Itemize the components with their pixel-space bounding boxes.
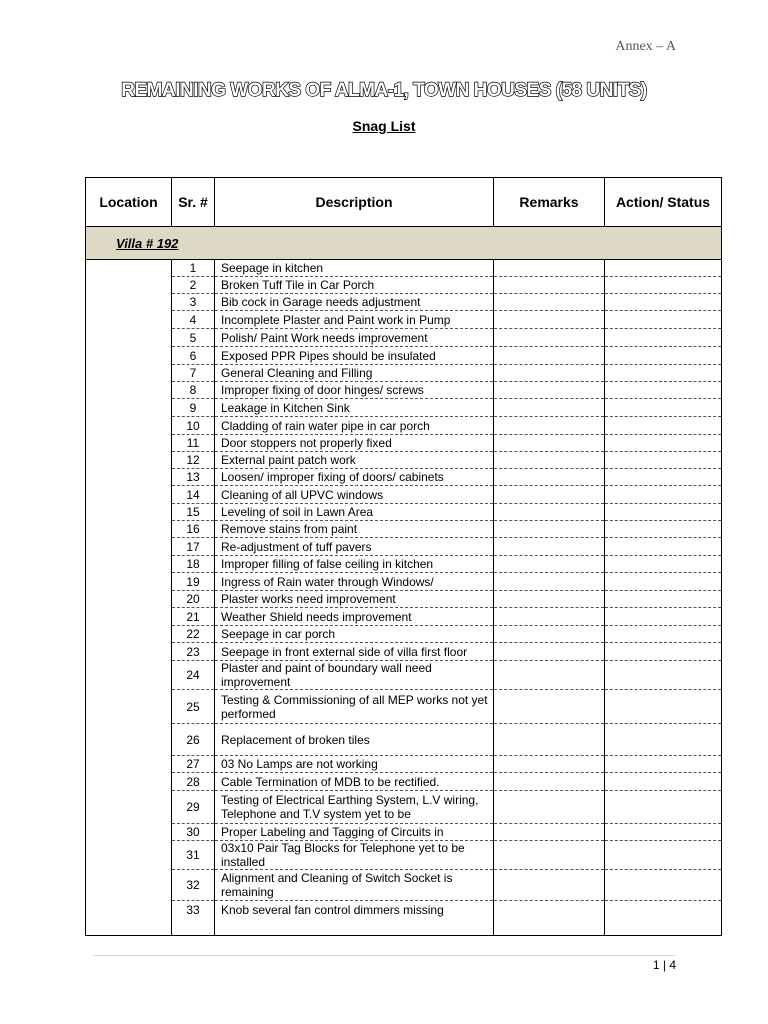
- remarks-cell: [494, 347, 605, 365]
- remarks-cell: [494, 399, 605, 417]
- description-text: Incomplete Plaster and Paint work in Pump: [221, 312, 451, 327]
- sr-cell: 20: [172, 591, 215, 608]
- document-subtitle: [0, 118, 768, 134]
- remarks-cell: [494, 365, 605, 382]
- description-cell: [215, 399, 494, 417]
- table-row: [86, 791, 722, 824]
- remarks-cell: [494, 791, 605, 824]
- remarks-cell: [494, 690, 605, 724]
- description-text: 03 No Lamps are not working: [221, 757, 378, 771]
- page-number: 1 | 4: [652, 958, 676, 972]
- description-text: Weather Shield needs improvement: [221, 609, 412, 624]
- location-cell: [86, 260, 172, 936]
- sr-cell: 13: [172, 469, 215, 486]
- table-row: [86, 643, 722, 661]
- description-cell: [215, 329, 494, 347]
- sr-cell: 15: [172, 504, 215, 521]
- section-row: [86, 227, 722, 260]
- sr-cell: 8: [172, 382, 215, 399]
- table-row: [86, 347, 722, 365]
- sr-cell: 2: [172, 277, 215, 294]
- action-status-cell: [605, 591, 722, 608]
- description-text: External paint patch work: [221, 453, 356, 467]
- table-row: [86, 591, 722, 608]
- description-cell: [215, 521, 494, 538]
- table-row: [86, 556, 722, 573]
- remarks-cell: [494, 435, 605, 452]
- remarks-cell: [494, 724, 605, 756]
- description-text: Plaster works need improvement: [221, 592, 396, 606]
- table-row: [86, 841, 722, 870]
- action-status-cell: [605, 277, 722, 294]
- table-row: [86, 521, 722, 538]
- description-text: Cladding of rain water pipe in car porch: [221, 418, 430, 433]
- remarks-cell: [494, 608, 605, 626]
- description-text: Polish/ Paint Work needs improvement: [221, 330, 428, 345]
- description-cell: [215, 643, 494, 661]
- description-text: Door stoppers not properly fixed: [221, 436, 392, 450]
- remarks-cell: [494, 538, 605, 556]
- sr-cell: 5: [172, 329, 215, 347]
- description-cell: [215, 901, 494, 936]
- section-label: Villa # 192: [116, 235, 179, 251]
- description-cell: [215, 365, 494, 382]
- description-text: Improper filling of false ceiling in kitchen: [221, 557, 434, 571]
- description-cell: [215, 773, 494, 791]
- description-cell: [215, 294, 494, 311]
- description-text: Remove stains from paint: [221, 522, 358, 536]
- sr-cell: 30: [172, 824, 215, 841]
- action-status-cell: [605, 521, 722, 538]
- action-status-cell: [605, 452, 722, 469]
- remarks-cell: [494, 382, 605, 399]
- table-row: [86, 690, 722, 724]
- remarks-cell: [494, 469, 605, 486]
- description-text: Leveling of soil in Lawn Area: [221, 505, 374, 519]
- description-text: Replacement of broken tiles: [221, 732, 370, 747]
- description-cell: [215, 690, 494, 724]
- table-row: [86, 724, 722, 756]
- remarks-cell: [494, 841, 605, 870]
- sr-cell: 7: [172, 365, 215, 382]
- remarks-cell: [494, 504, 605, 521]
- column-header-location: Location: [86, 178, 172, 227]
- description-cell: [215, 417, 494, 435]
- description-text: General Cleaning and Filling: [221, 366, 373, 380]
- sr-cell: 27: [172, 756, 215, 773]
- sr-cell: 32: [172, 870, 215, 901]
- sr-cell: 23: [172, 643, 215, 661]
- remarks-cell: [494, 417, 605, 435]
- remarks-cell: [494, 311, 605, 329]
- description-text: Seepage in front external side of villa first floor: [221, 644, 468, 659]
- document-title-text: REMAINING WORKS OF ALMA-1, TOWN HOUSES (58 UNITS): [121, 80, 647, 101]
- table-row: [86, 756, 722, 773]
- remarks-cell: [494, 626, 605, 643]
- action-status-cell: [605, 841, 722, 870]
- action-status-cell: [605, 435, 722, 452]
- remarks-cell: [494, 901, 605, 936]
- description-text: Proper Labeling and Tagging of Circuits in: [221, 825, 444, 839]
- column-header-description: Description: [215, 178, 494, 227]
- table-row: [86, 504, 722, 521]
- action-status-cell: [605, 260, 722, 277]
- table-row: [86, 486, 722, 504]
- action-status-cell: [605, 824, 722, 841]
- action-status-cell: [605, 870, 722, 901]
- action-status-cell: [605, 901, 722, 936]
- sr-cell: 12: [172, 452, 215, 469]
- description-cell: [215, 347, 494, 365]
- sr-cell: 10: [172, 417, 215, 435]
- action-status-cell: [605, 504, 722, 521]
- description-text: Leakage in Kitchen Sink: [221, 400, 350, 415]
- table-row: [86, 399, 722, 417]
- snag-table: [85, 177, 722, 936]
- description-text: Broken Tuff Tile in Car Porch: [221, 278, 375, 292]
- action-status-cell: [605, 538, 722, 556]
- action-status-cell: [605, 661, 722, 690]
- description-cell: [215, 608, 494, 626]
- action-status-cell: [605, 399, 722, 417]
- description-cell: [215, 538, 494, 556]
- sr-cell: 21: [172, 608, 215, 626]
- description-text: Improper fixing of door hinges/ screws: [221, 383, 424, 397]
- table-row: [86, 469, 722, 486]
- description-text: Plaster and paint of boundary wall need improvement: [221, 661, 432, 689]
- table-row: [86, 538, 722, 556]
- action-status-cell: [605, 311, 722, 329]
- table-row: [86, 435, 722, 452]
- table-row: [86, 661, 722, 690]
- remarks-cell: [494, 260, 605, 277]
- description-text: Testing of Electrical Earthing System, L.V wiring, Telephone and T.V system yet to be: [221, 793, 479, 821]
- remarks-cell: [494, 773, 605, 791]
- footer-divider: [93, 955, 676, 956]
- description-cell: [215, 791, 494, 824]
- action-status-cell: [605, 773, 722, 791]
- remarks-cell: [494, 756, 605, 773]
- sr-cell: 33: [172, 901, 215, 936]
- sr-cell: 14: [172, 486, 215, 504]
- description-text: Testing & Commissioning of all MEP works not yet performed: [221, 692, 488, 721]
- sr-cell: 3: [172, 294, 215, 311]
- description-cell: [215, 435, 494, 452]
- description-cell: [215, 311, 494, 329]
- remarks-cell: [494, 573, 605, 591]
- sr-cell: 6: [172, 347, 215, 365]
- action-status-cell: [605, 643, 722, 661]
- description-cell: [215, 870, 494, 901]
- description-cell: [215, 469, 494, 486]
- table-row: [86, 626, 722, 643]
- sr-cell: 9: [172, 399, 215, 417]
- column-header-remarks: Remarks: [494, 178, 605, 227]
- action-status-cell: [605, 626, 722, 643]
- remarks-cell: [494, 329, 605, 347]
- sr-cell: 29: [172, 791, 215, 824]
- action-status-cell: [605, 347, 722, 365]
- remarks-cell: [494, 521, 605, 538]
- table-row: [86, 260, 722, 277]
- remarks-cell: [494, 661, 605, 690]
- description-text: Exposed PPR Pipes should be insulated: [221, 348, 436, 363]
- remarks-cell: [494, 591, 605, 608]
- sr-cell: 28: [172, 773, 215, 791]
- description-text: Seepage in kitchen: [221, 261, 324, 275]
- table-header-row: [86, 178, 722, 227]
- sr-cell: 22: [172, 626, 215, 643]
- table-row: [86, 311, 722, 329]
- sr-cell: 4: [172, 311, 215, 329]
- action-status-cell: [605, 382, 722, 399]
- description-text: Bib cock in Garage needs adjustment: [221, 295, 421, 309]
- sr-cell: 16: [172, 521, 215, 538]
- action-status-cell: [605, 791, 722, 824]
- section-header-cell: [86, 227, 722, 260]
- action-status-cell: [605, 486, 722, 504]
- action-status-cell: [605, 556, 722, 573]
- description-text: Seepage in car porch: [221, 627, 336, 641]
- description-cell: [215, 452, 494, 469]
- table-row: [86, 901, 722, 936]
- sr-cell: 25: [172, 690, 215, 724]
- action-status-cell: [605, 724, 722, 756]
- action-status-cell: [605, 294, 722, 311]
- description-cell: [215, 382, 494, 399]
- remarks-cell: [494, 824, 605, 841]
- remarks-cell: [494, 556, 605, 573]
- description-text: Re-adjustment of tuff pavers: [221, 539, 372, 554]
- table-row: [86, 365, 722, 382]
- action-status-cell: [605, 756, 722, 773]
- remarks-cell: [494, 486, 605, 504]
- action-status-cell: [605, 417, 722, 435]
- remarks-cell: [494, 452, 605, 469]
- description-cell: [215, 724, 494, 756]
- sr-cell: 31: [172, 841, 215, 870]
- description-text: Knob several fan control dimmers missing: [221, 903, 444, 917]
- sr-cell: 19: [172, 573, 215, 591]
- description-cell: [215, 661, 494, 690]
- description-cell: [215, 556, 494, 573]
- description-cell: [215, 504, 494, 521]
- description-cell: [215, 626, 494, 643]
- description-cell: [215, 841, 494, 870]
- sr-cell: 24: [172, 661, 215, 690]
- table-row: [86, 870, 722, 901]
- description-text: 03x10 Pair Tag Blocks for Telephone yet to be installed: [221, 841, 465, 869]
- document-subtitle-text: Snag List: [352, 118, 416, 134]
- sr-cell: 11: [172, 435, 215, 452]
- table-row: [86, 329, 722, 347]
- sr-cell: 18: [172, 556, 215, 573]
- table-row: [86, 382, 722, 399]
- table-row: [86, 608, 722, 626]
- description-text: Cable Termination of MDB to be rectified.: [221, 774, 440, 789]
- description-cell: [215, 260, 494, 277]
- snag-table-body: [86, 227, 722, 936]
- table-row: [86, 773, 722, 791]
- description-text: Ingress of Rain water through Windows/: [221, 574, 434, 589]
- sr-cell: 17: [172, 538, 215, 556]
- description-cell: [215, 591, 494, 608]
- annex-label: Annex – A: [615, 39, 676, 54]
- document-title: [0, 80, 768, 102]
- action-status-cell: [605, 329, 722, 347]
- description-cell: [215, 824, 494, 841]
- description-cell: [215, 573, 494, 591]
- action-status-cell: [605, 690, 722, 724]
- remarks-cell: [494, 294, 605, 311]
- table-row: [86, 294, 722, 311]
- sr-cell: 26: [172, 724, 215, 756]
- remarks-cell: [494, 870, 605, 901]
- action-status-cell: [605, 573, 722, 591]
- description-cell: [215, 277, 494, 294]
- table-row: [86, 417, 722, 435]
- table-row: [86, 277, 722, 294]
- column-header-action: Action/ Status: [605, 178, 722, 227]
- action-status-cell: [605, 608, 722, 626]
- action-status-cell: [605, 365, 722, 382]
- description-text: Alignment and Cleaning of Switch Socket is remaining: [221, 871, 453, 899]
- remarks-cell: [494, 277, 605, 294]
- sr-cell: 1: [172, 260, 215, 277]
- action-status-cell: [605, 469, 722, 486]
- table-row: [86, 824, 722, 841]
- description-text: Cleaning of all UPVC windows: [221, 487, 384, 502]
- table-row: [86, 452, 722, 469]
- description-cell: [215, 486, 494, 504]
- description-text: Loosen/ improper fixing of doors/ cabinets: [221, 470, 444, 484]
- remarks-cell: [494, 643, 605, 661]
- table-row: [86, 573, 722, 591]
- column-header-sr: Sr. #: [172, 178, 215, 227]
- description-cell: [215, 756, 494, 773]
